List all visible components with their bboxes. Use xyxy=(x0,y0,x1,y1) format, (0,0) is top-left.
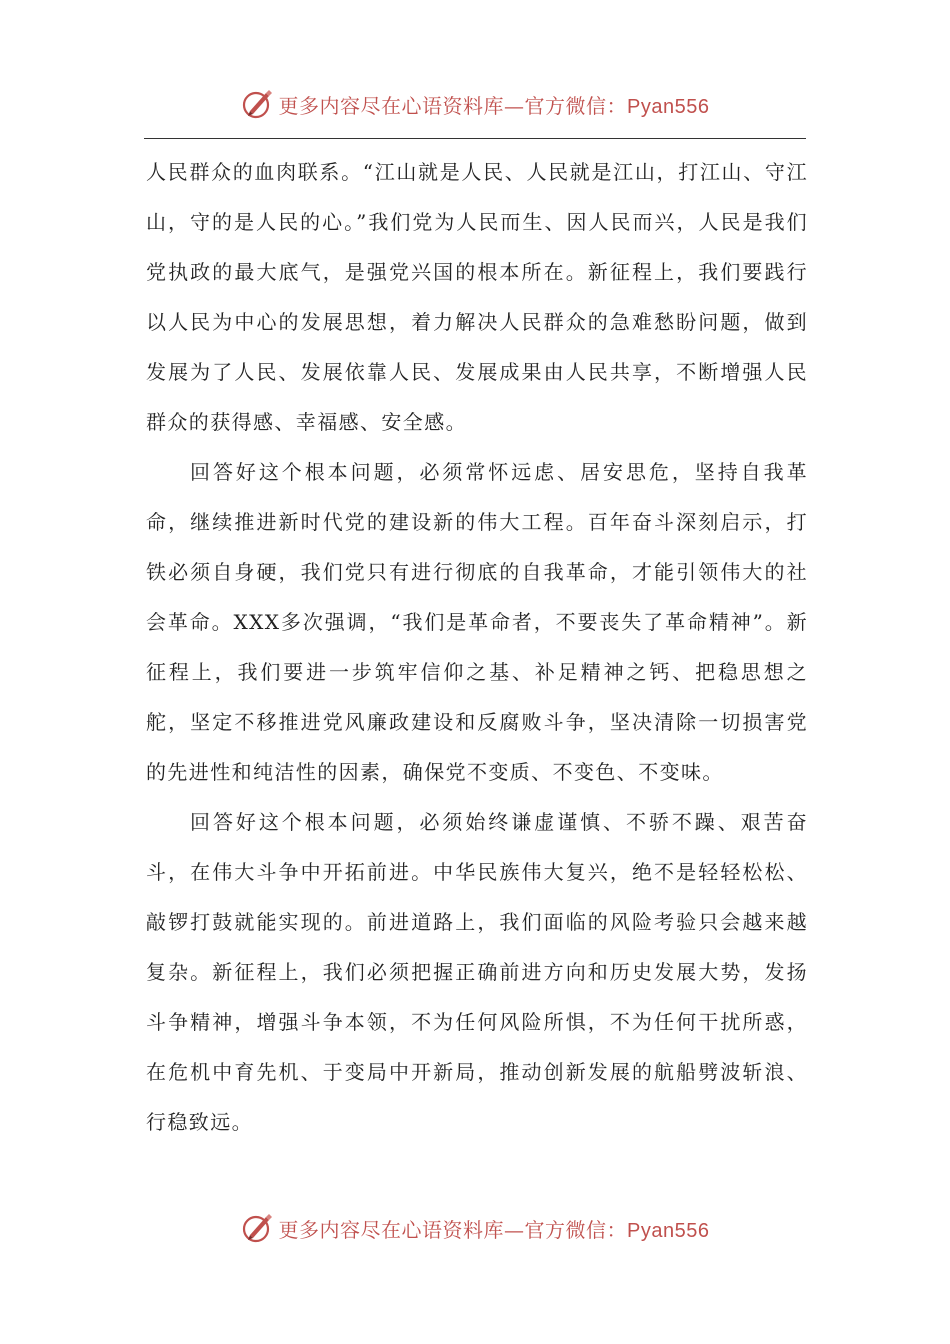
header-site-text: 更多内容尽在心语资料库—官方微信：Pyan556 xyxy=(278,93,710,118)
footer-handle: Pyan556 xyxy=(627,1219,710,1242)
paragraph-3: 回答好这个根本问题，必须始终谦虚谨慎、不骄不躁、艰苦奋斗，在伟大斗争中开拓前进。中华民族伟大复兴，绝不是轻轻松松、敲锣打鼓就能实现的。前进道路上，我们面临的风险考验只会越来越复杂。新征程上，我们必须把握正确前进方向和历史发展大势，发扬斗争精神，增强斗争本领，不为任何风险所惧，不为任何干扰所惑，在危机中育先机、于变局中开新局，推动创新发展的航船劈波斩浪、行稳致远。 xyxy=(146,810,808,1134)
pen-logo-icon xyxy=(241,87,275,121)
footer-site-text: 更多内容尽在心语资料库—官方微信：Pyan556 xyxy=(278,1217,710,1242)
pen-logo-icon xyxy=(241,1211,275,1245)
paragraph-2: 回答好这个根本问题，必须常怀远虑、居安思危，坚持自我革命，继续推进新时代党的建设新的伟大工程。百年奋斗深刻启示，打铁必须自身硬，我们党只有进行彻底的自我革命，才能引领伟大的社会革命。XXX多次强调，“我们是革命者，不要丧失了革命精神”。新征程上，我们要进一步筑牢信仰之基、补足精神之钙、把稳思想之舵，坚定不移推进党风廉政建设和反腐败斗争，坚决清除一切损害党的先进性和纯洁性的因素，确保党不变质、不变色、不变味。 xyxy=(146,460,808,784)
paragraph-1: 人民群众的血肉联系。“江山就是人民、人民就是江山，打江山、守江山，守的是人民的心。”我们党为人民而生、因人民而兴，人民是我们党执政的最大底气，是强党兴国的根本所在。新征程上，我们要践行以人民为中心的发展思想，着力解决人民群众的急难愁盼问题，做到发展为了人民、发展依靠人民、发展成果由人民共享，不断增强人民群众的获得感、幸福感、安全感。 xyxy=(146,160,808,434)
footer-banner xyxy=(0,1208,950,1248)
document-body xyxy=(146,147,808,1147)
header-handle: Pyan556 xyxy=(627,95,710,118)
header-banner xyxy=(0,84,950,124)
header-divider xyxy=(144,138,806,139)
